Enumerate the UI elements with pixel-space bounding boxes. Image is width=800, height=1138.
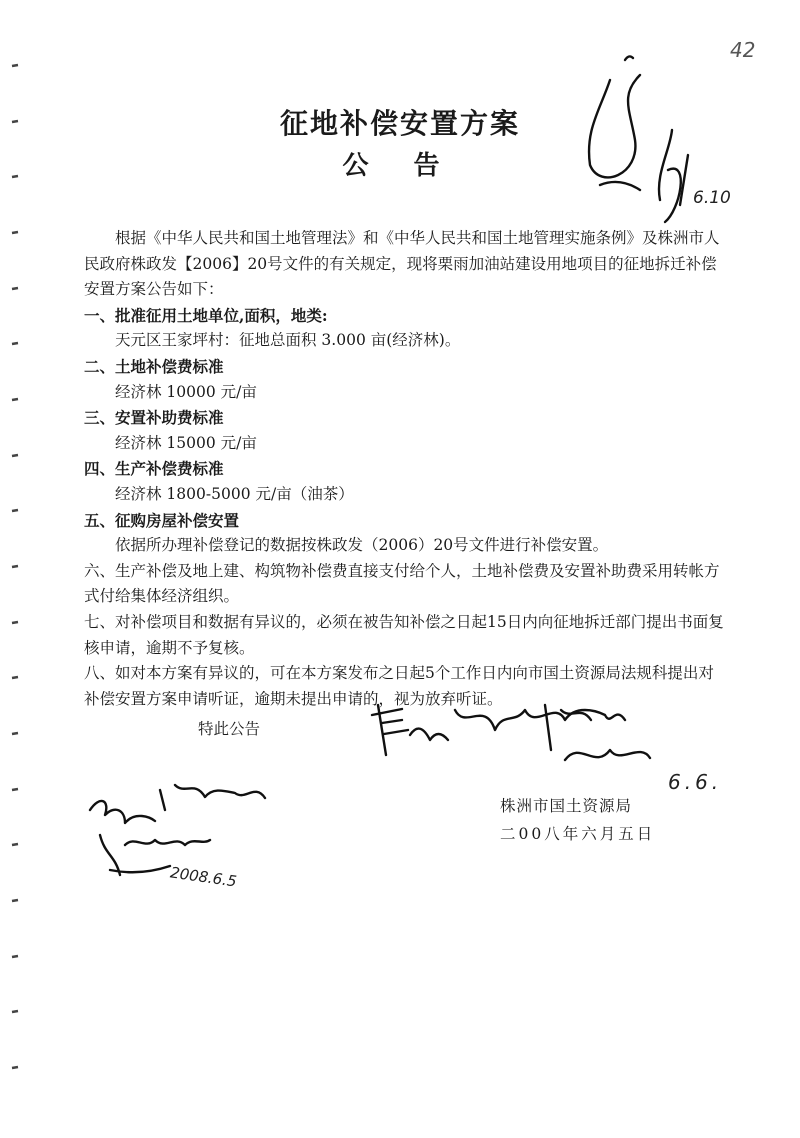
document-subtitle: 公 告	[342, 151, 458, 181]
document-title: 征地补偿安置方案	[279, 107, 520, 140]
section-content: 经济林 1800-5000 元/亩（油茶）	[115, 484, 354, 503]
clause-paragraph: 八、如对本方案有异议的，可在本方案发布之日起5个工作日内向市国土资源局法规科提出对补偿安置方案申请听证，逾期未提出申请的，视为放弃听证。	[84, 664, 714, 708]
section-content: 天元区王家坪村：征地总面积 3.000 亩(经济林)。	[115, 331, 461, 350]
closing-text: 特此公告	[198, 720, 261, 738]
intro-paragraph: 根据《中华人民共和国土地管理法》和《中华人民共和国土地管理实施条例》及株洲市人民政府株政发【2006】20号文件的有关规定，现将栗雨加油站建设用地项目的征地拆迁补偿安置方案公告如下：	[84, 229, 720, 299]
section-heading: 一、批准征用土地单位,面积，地类:	[84, 305, 328, 325]
handwritten-date-top: 6.10	[693, 188, 731, 208]
section-heading: 五、征购房屋补偿安置	[84, 510, 240, 530]
handwritten-page-number: 42	[730, 38, 756, 62]
issue-date: 二00八年六月五日	[500, 825, 656, 843]
handwritten-date-bottom: 2008.6.5	[169, 863, 238, 891]
handwritten-date-mid: 6.6.	[668, 770, 723, 794]
section-heading: 三、安置补助费标准	[84, 408, 224, 428]
section-content: 依据所办理补偿登记的数据按株政发（2006）20号文件进行补偿安置。	[115, 536, 609, 555]
issuer-name: 株洲市国土资源局	[500, 797, 633, 815]
section-content: 经济林 15000 元/亩	[115, 433, 257, 452]
clause-paragraph: 七、对补偿项目和数据有异议的，必须在被告知补偿之日起15日内向征地拆迁部门提出书面复核申请，逾期不予复核。	[84, 612, 724, 657]
section-content: 经济林 10000 元/亩	[115, 382, 257, 401]
section-heading: 二、土地补偿费标准	[84, 356, 224, 376]
section-heading: 四、生产补偿费标准	[84, 459, 224, 479]
document-body	[84, 226, 724, 712]
binding-holes	[0, 0, 30, 1138]
clause-paragraph: 六、生产补偿及地上建、构筑物补偿费直接支付给个人，土地补偿费及安置补助费采用转帐方式付给集体经济组织。	[84, 561, 720, 606]
